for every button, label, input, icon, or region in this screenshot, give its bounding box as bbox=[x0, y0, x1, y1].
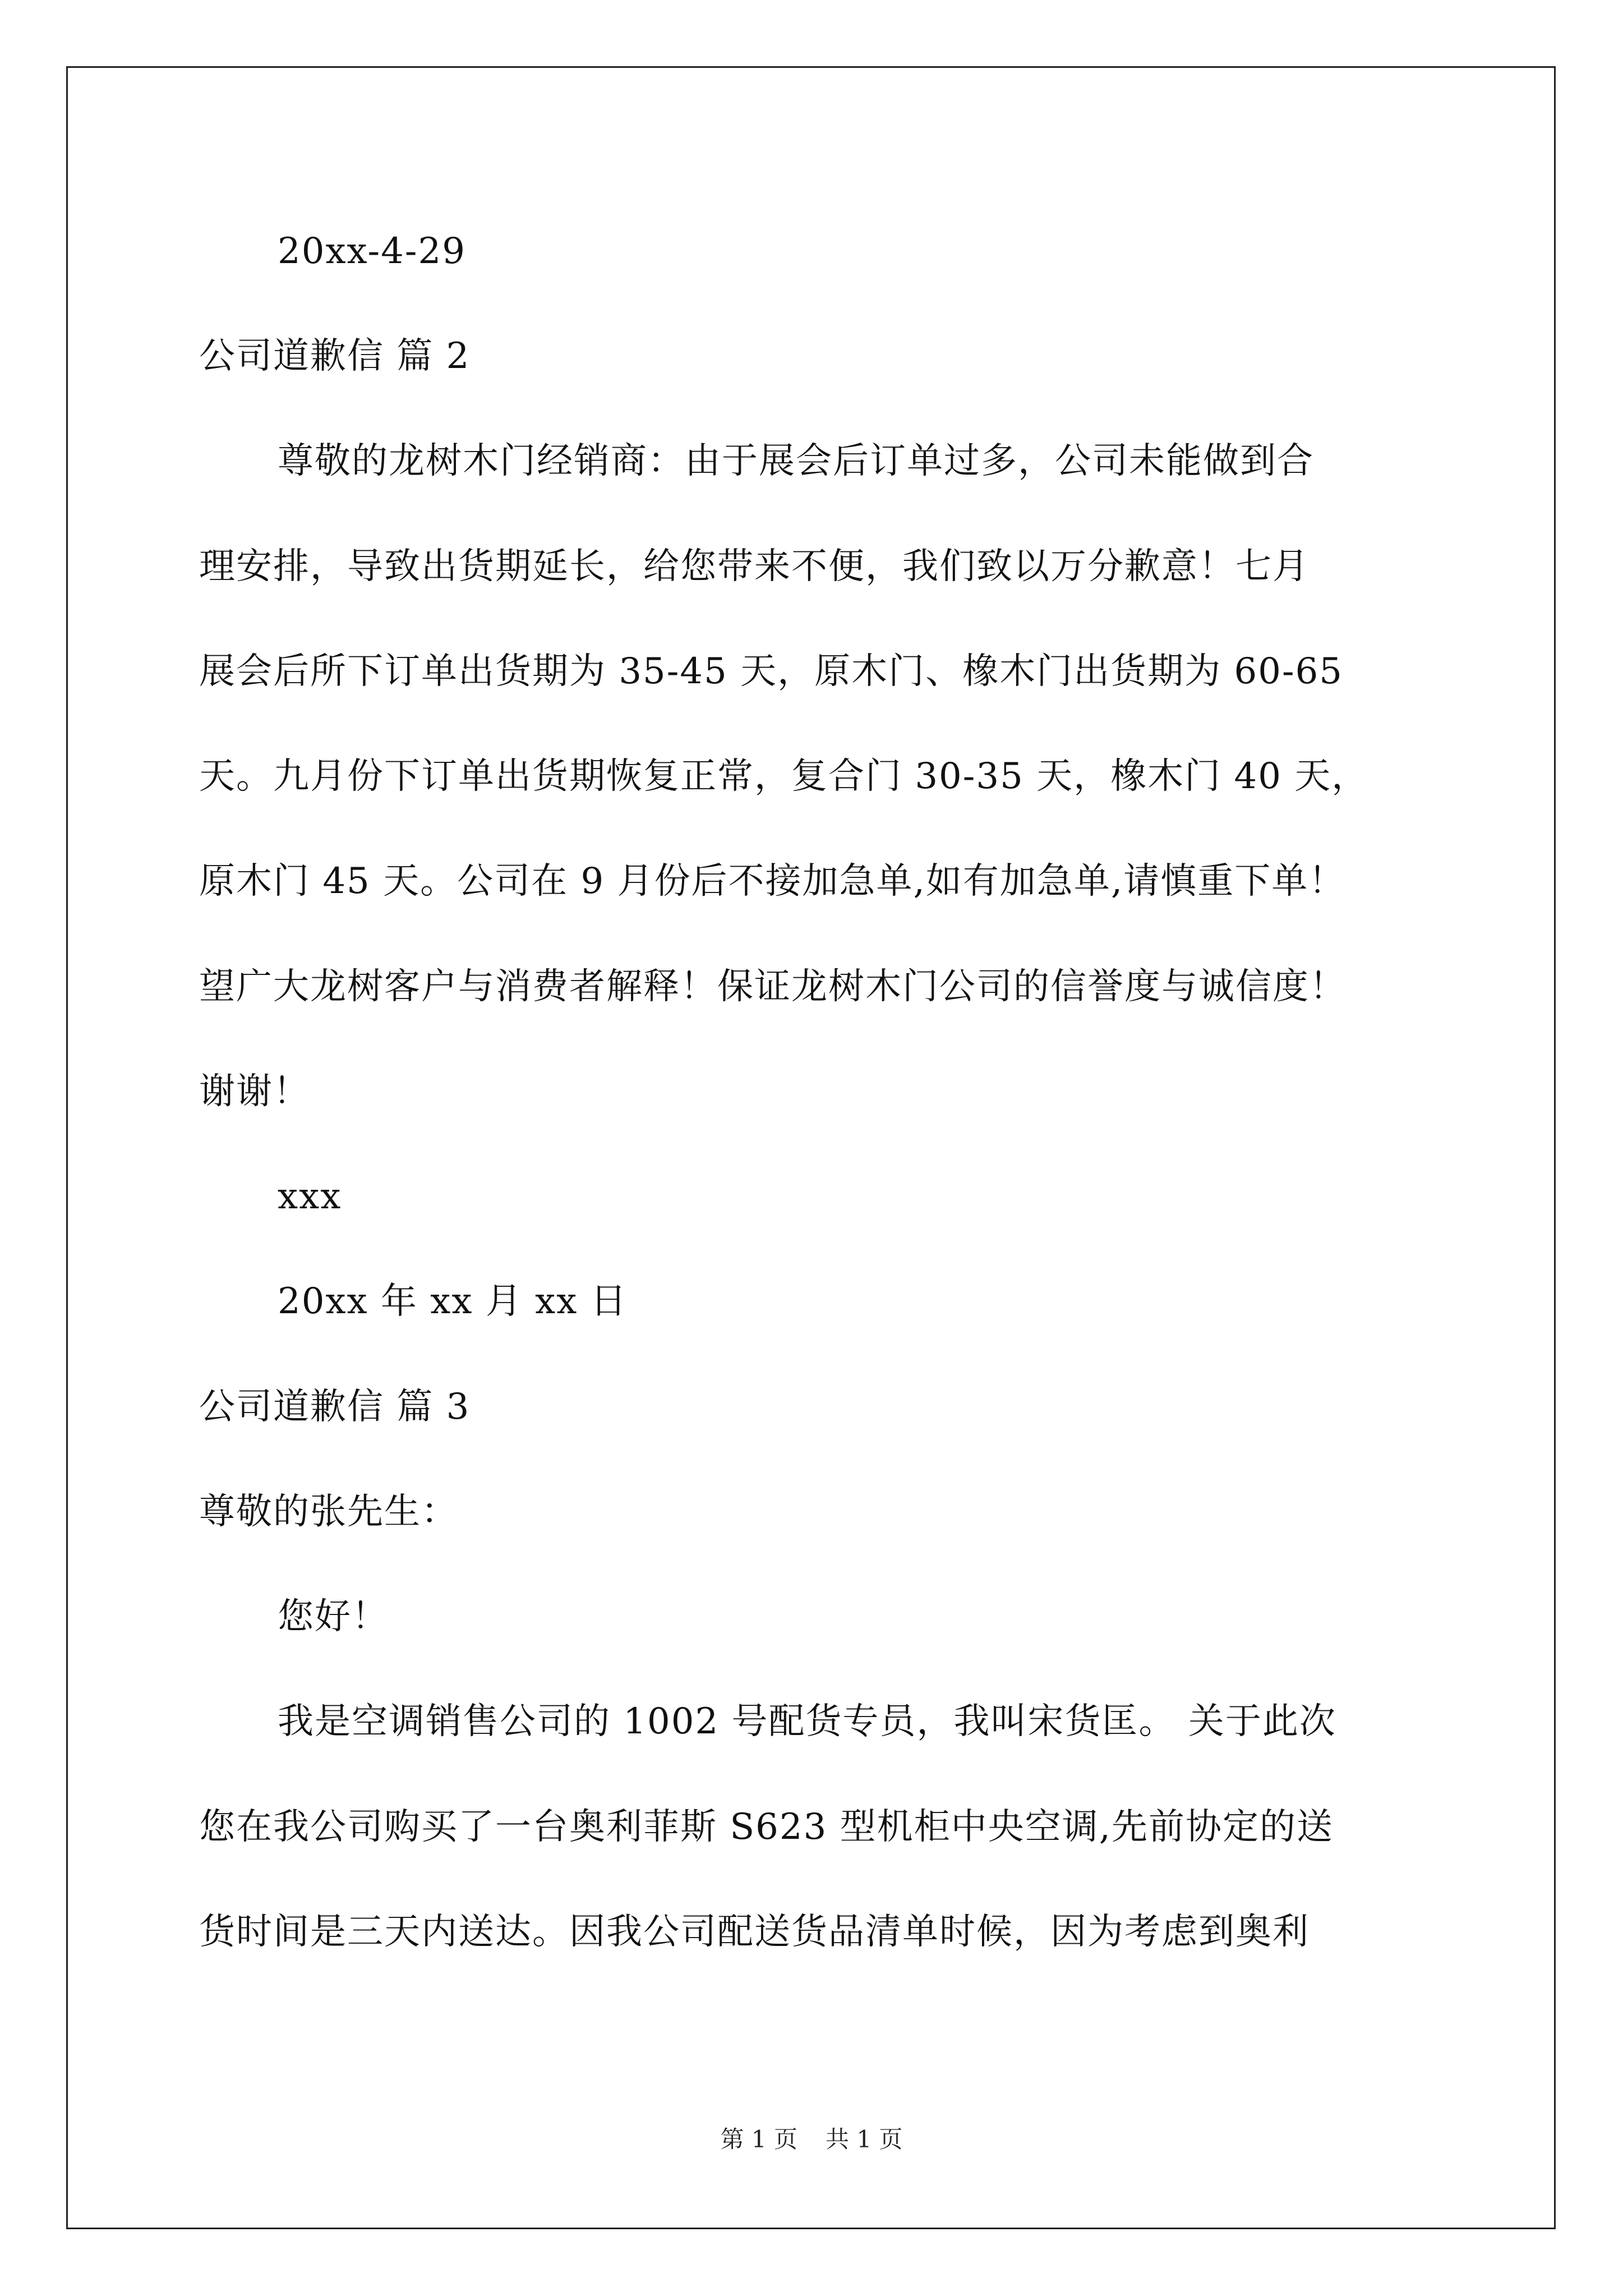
signature-name: xxx bbox=[278, 1176, 342, 1217]
page-border bbox=[66, 66, 1556, 2229]
paragraph-line: 我是空调销售公司的 1002 号配货专员，我叫宋货匡。 关于此次 bbox=[278, 1701, 1336, 1742]
paragraph-line: 展会后所下订单出货期为 35-45 天，原木门、橡木门出货期为 60-65 bbox=[199, 651, 1344, 692]
paragraph-line: 天。九月份下订单出货期恢复正常，复合门 30-35 天，橡木门 40 天， bbox=[199, 756, 1369, 797]
paragraph-line: 谢谢！ bbox=[199, 1071, 310, 1112]
section-heading-2: 公司道歉信 篇 2 bbox=[199, 335, 471, 377]
signature-date: 20xx 年 xx 月 xx 日 bbox=[278, 1281, 628, 1322]
page-number: 第 1 页 bbox=[720, 2125, 797, 2153]
paragraph-line: 您在我公司购买了一台奥利菲斯 S623 型机柜中央空调,先前协定的送 bbox=[199, 1806, 1334, 1848]
paragraph-line: 尊敬的龙树木门经销商：由于展会后订单过多，公司未能做到合 bbox=[278, 440, 1314, 482]
paragraph-line: 货时间是三天内送达。因我公司配送货品清单时候，因为考虑到奥利 bbox=[199, 1911, 1310, 1953]
paragraph-line: 理安排，导致出货期延长，给您带来不便，我们致以万分歉意！七月 bbox=[199, 546, 1310, 587]
date-line: 20xx-4-29 bbox=[278, 231, 466, 272]
page-total: 共 1 页 bbox=[826, 2125, 903, 2153]
salutation: 尊敬的张先生： bbox=[199, 1491, 458, 1533]
paragraph-line: 原木门 45 天。公司在 9 月份后不接加急单,如有加急单,请慎重下单！ bbox=[199, 861, 1346, 902]
paragraph-line: 望广大龙树客户与消费者解释！保证龙树木门公司的信誉度与诚信度！ bbox=[199, 966, 1347, 1007]
section-heading-3: 公司道歉信 篇 3 bbox=[199, 1386, 471, 1428]
greeting: 您好！ bbox=[278, 1596, 389, 1637]
page-footer bbox=[0, 2124, 1623, 2155]
